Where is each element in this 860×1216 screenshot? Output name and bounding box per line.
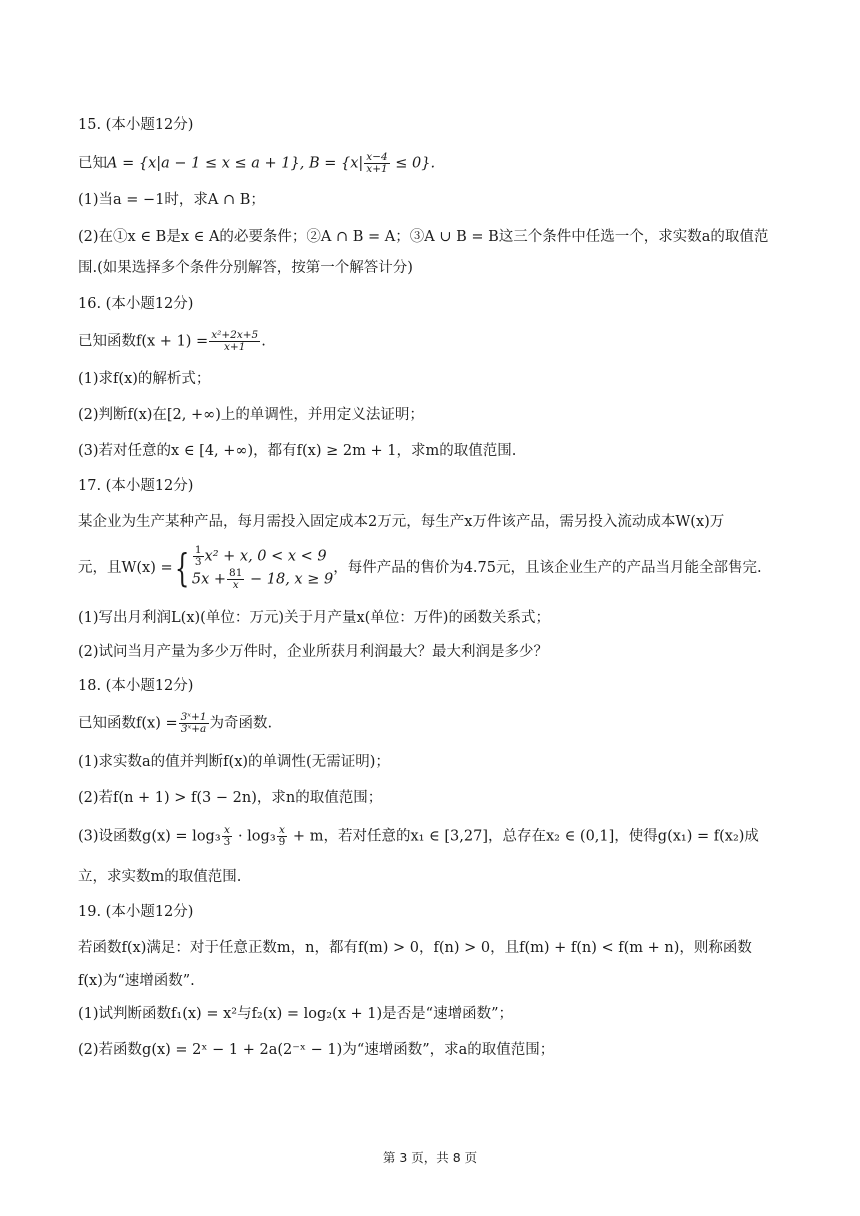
q18-p3-frac1-den: 3 bbox=[223, 836, 231, 848]
q15-fraction bbox=[364, 152, 389, 175]
case2-frac-den: x bbox=[232, 579, 239, 591]
q18-p3-pre: (3)设函数g(x) = log₃ bbox=[78, 828, 221, 845]
piecewise-case-1 bbox=[192, 545, 333, 568]
piecewise-cases bbox=[192, 545, 333, 591]
q19-part2: (2)若函数g(x) = 2ˣ − 1 + 2a(2⁻ˣ − 1)为“速增函数”，求a的取值范围； bbox=[78, 1042, 555, 1058]
q17-line2-tail: ，每件产品的售价为4.75元，且该企业生产的产品当月能全部售完. bbox=[333, 560, 762, 576]
q16-frac-den: x+1 bbox=[224, 341, 246, 353]
q18-title: 18. (本小题12分) bbox=[78, 678, 194, 694]
q18-part3-line2: 立，求实数m的取值范围. bbox=[78, 869, 242, 885]
q18-given-pre: 已知函数f(x) = bbox=[78, 715, 178, 732]
q16-given-pre: 已知函数f(x + 1) = bbox=[78, 333, 209, 350]
q19-title: 19. (本小题12分) bbox=[78, 904, 194, 920]
q18-part3-line1 bbox=[78, 825, 790, 848]
q18-frac-num: 3ˣ+1 bbox=[180, 711, 207, 723]
q16-frac-num: x²+2x+5 bbox=[211, 329, 259, 341]
piecewise-brace: { bbox=[174, 546, 190, 590]
q16-part2: (2)判断f(x)在[2, +∞)上的单调性，并用定义法证明； bbox=[78, 407, 424, 423]
q17-title: 17. (本小题12分) bbox=[78, 478, 194, 494]
q15-part1: (1)当a = −1时，求A ∩ B； bbox=[78, 192, 265, 208]
q15-sets: A = {x|a − 1 ≤ x ≤ a + 1}, B = {x| bbox=[107, 155, 364, 172]
q18-p3-frac2-num: x bbox=[277, 825, 288, 837]
q18-part2: (2)若f(n + 1) > f(3 − 2n)，求n的取值范围； bbox=[78, 790, 383, 806]
q15-part2-line1: (2)在①x ∈ B是x ∈ A的必要条件；②A ∩ B = A；③A ∪ B = B这三个条件中任选一个，求实数a的取值范 bbox=[78, 229, 769, 245]
q17-part1: (1)写出月利润L(x)(单位：万元)关于月产量x(单位：万件)的函数关系式； bbox=[78, 610, 550, 626]
q18-p3-mid: · log₃ bbox=[233, 828, 276, 845]
q16-part3: (3)若对任意的x ∈ [4, +∞)，都有f(x) ≥ 2m + 1，求m的取值范围. bbox=[78, 443, 517, 459]
q19-line2: f(x)为“速增函数”. bbox=[78, 973, 195, 989]
q18-p3-tail: + m，若对任意的x₁ ∈ [3,27]，总存在x₂ ∈ (0,1]，使得g(x₁) = f(x₂)成 bbox=[288, 828, 759, 845]
q19-line1: 若函数f(x)满足：对于任意正数m，n，都有f(m) > 0，f(n) > 0，且f(m) + f(n) < f(m + n)，则称函数 bbox=[78, 940, 752, 956]
q16-given-tail: . bbox=[261, 333, 266, 350]
q16-given bbox=[78, 330, 790, 353]
q18-p3-frac1 bbox=[222, 825, 233, 848]
q18-fraction bbox=[179, 712, 209, 735]
case2-frac-num: 81 bbox=[229, 567, 243, 579]
q15-part2-line2: 围.(如果选择多个条件分别解答，按第一个解答计分) bbox=[78, 260, 413, 276]
q18-given-tail: 为奇函数. bbox=[209, 715, 273, 732]
q18-p3-frac2 bbox=[277, 825, 288, 848]
q18-given bbox=[78, 712, 790, 735]
q15-frac-num: x−4 bbox=[366, 151, 388, 163]
q15-title: 15. (本小题12分) bbox=[78, 117, 194, 133]
q15-setb-tail: ≤ 0}. bbox=[390, 155, 436, 172]
q17-line2-pre: 元，且W(x) = bbox=[78, 560, 173, 576]
case1-fraction bbox=[193, 545, 204, 568]
case1-frac-den: 3 bbox=[194, 556, 202, 568]
q18-frac-den: 3ˣ+a bbox=[180, 723, 207, 735]
q17-part2: (2)试问当月产量为多少万件时，企业所获月利润最大？最大利润是多少？ bbox=[78, 644, 549, 660]
piecewise-case-2 bbox=[192, 568, 333, 591]
q17-line2 bbox=[78, 540, 790, 596]
q18-p3-frac1-num: x bbox=[222, 825, 233, 837]
case2-expr-tail: − 18, x ≥ 9 bbox=[245, 571, 334, 588]
case1-frac-num: 1 bbox=[194, 544, 202, 556]
q15-frac-den: x+1 bbox=[366, 163, 388, 175]
page-number-footer: 第 3 页，共 8 页 bbox=[382, 1150, 478, 1165]
q16-title: 16. (本小题12分) bbox=[78, 296, 194, 312]
q16-fraction bbox=[209, 330, 260, 353]
q18-part1: (1)求实数a的值并判断f(x)的单调性(无需证明)； bbox=[78, 754, 390, 770]
q19-part1: (1)试判断函数f₁(x) = x²与f₂(x) = log₂(x + 1)是否是“速增函数”； bbox=[78, 1006, 513, 1022]
q15-given bbox=[78, 152, 790, 175]
case2-fraction bbox=[227, 568, 244, 591]
q15-given-pre: 已知 bbox=[78, 155, 107, 172]
q18-p3-frac2-den: 9 bbox=[278, 836, 286, 848]
case2-expr-pre: 5x + bbox=[191, 571, 227, 588]
q17-line1: 某企业为生产某种产品，每月需投入固定成本2万元，每生产x万件该产品，需另投入流动成本W(x)万 bbox=[78, 514, 725, 530]
q16-part1: (1)求f(x)的解析式； bbox=[78, 371, 211, 387]
case1-expr: x² + x, 0 < x < 9 bbox=[204, 548, 327, 565]
